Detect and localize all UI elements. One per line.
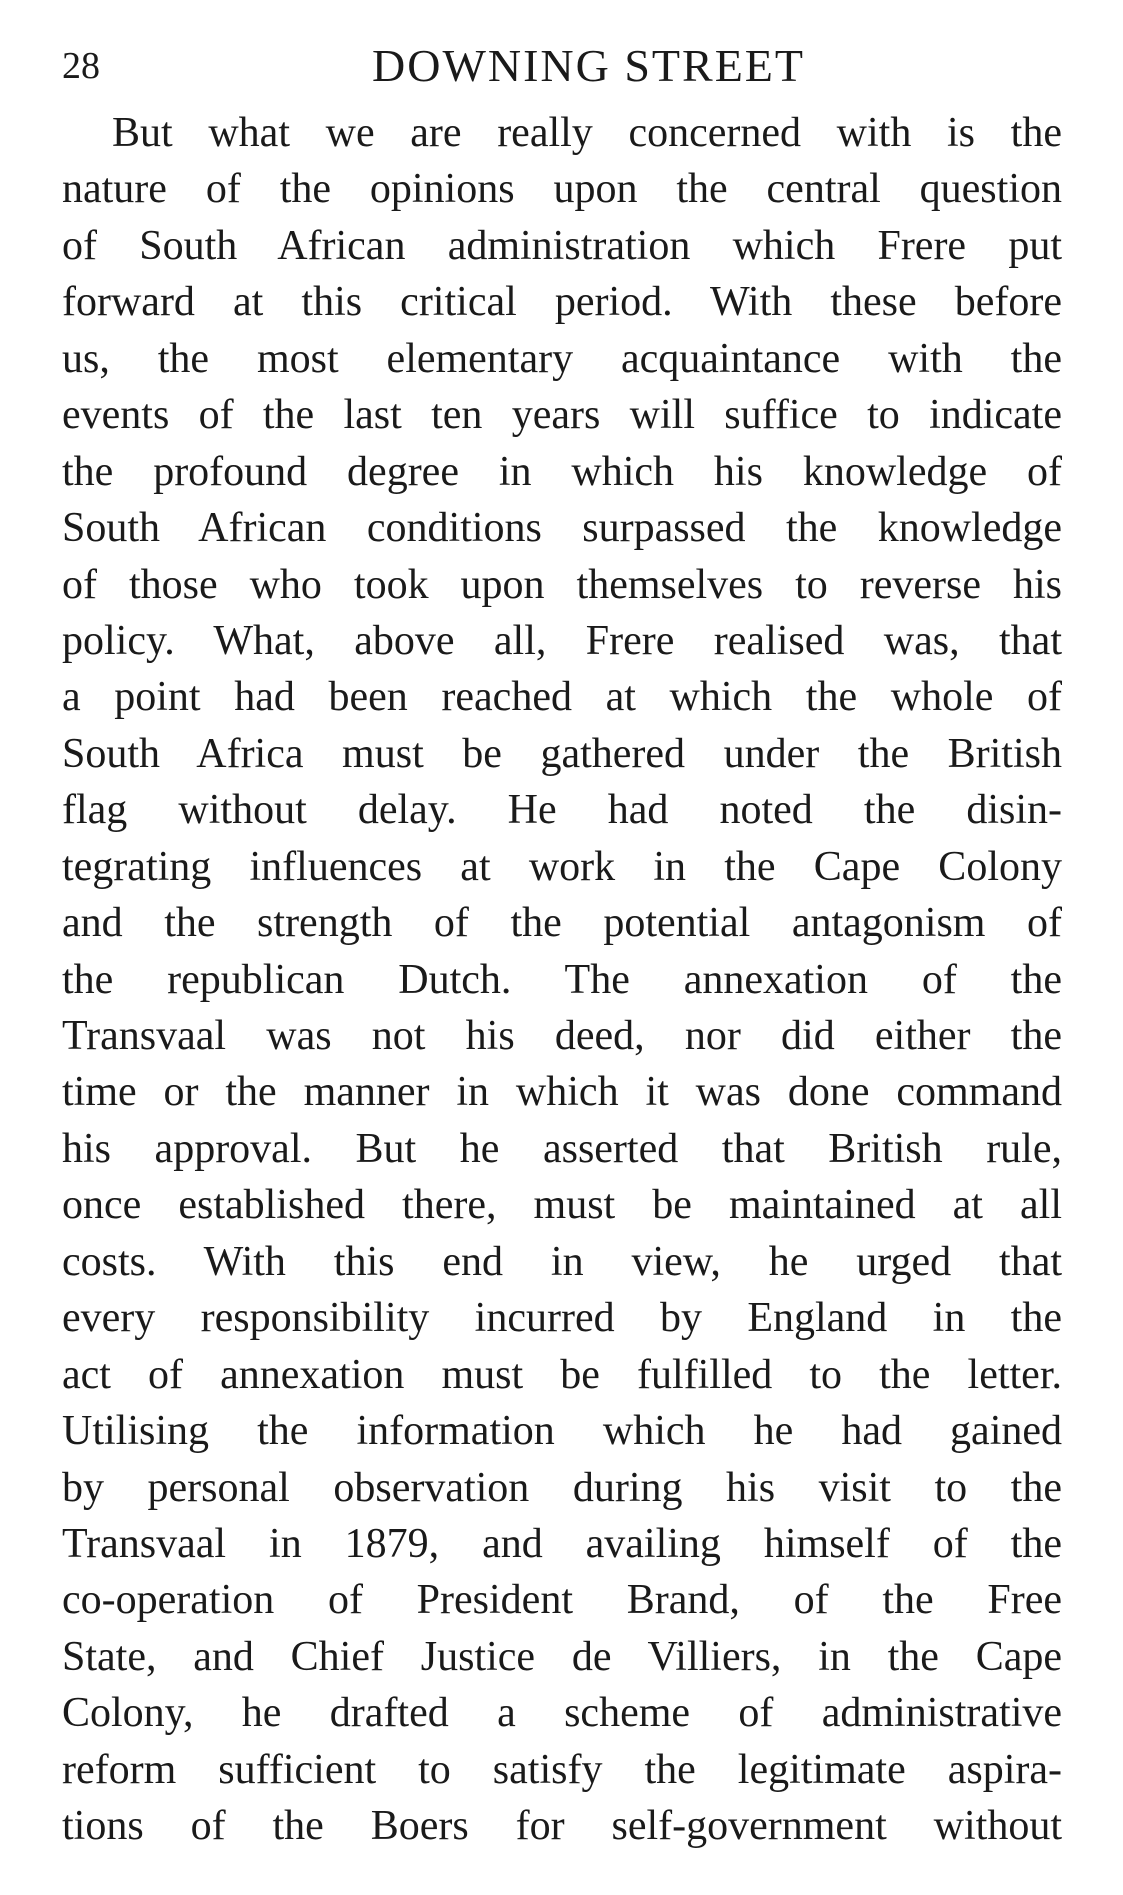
text-line: events of the last ten years will suffice to indicate [62, 392, 1062, 439]
text-line: act of annexation must be fulfilled to the letter. [62, 1351, 1062, 1398]
text-line: us, the most elementary acquaintance with the [62, 335, 1062, 382]
text-line: Colony, he drafted a scheme of administrative [62, 1690, 1062, 1737]
text-line: But what we are really concerned with is the [112, 110, 1062, 156]
text-line: the republican Dutch. The annexation of the [62, 956, 1062, 1003]
text-line: time or the manner in which it was done command [62, 1069, 1062, 1116]
page-number: 28 [62, 45, 100, 87]
text-line: once established there, must be maintained at all [62, 1182, 1062, 1229]
running-head: DOWNING STREET [372, 40, 805, 91]
text-line: a point had been reached at which the whole of [62, 674, 1062, 721]
text-line: Transvaal was not his deed, nor did either the [62, 1013, 1062, 1059]
text-line: tions of the Boers for self-government without [62, 1803, 1062, 1850]
text-line: costs. With this end in view, he urged that [62, 1238, 1062, 1285]
text-line: co-operation of President Brand, of the Free [62, 1577, 1062, 1624]
text-line: by personal observation during his visit to the [62, 1464, 1062, 1511]
text-line: of those who took upon themselves to reverse his [62, 561, 1062, 608]
text-line: the profound degree in which his knowledge of [62, 448, 1062, 495]
text-line: his approval. But he asserted that British rule, [62, 1125, 1062, 1172]
text-line: Transvaal in 1879, and availing himself of the [62, 1520, 1062, 1567]
text-line: nature of the opinions upon the central question [62, 166, 1062, 213]
text-line: State, and Chief Justice de Villiers, in the Cape [62, 1633, 1062, 1680]
text-line: tegrating influences at work in the Cape Colony [62, 843, 1062, 890]
text-line: of South African administration which Frere put [62, 222, 1062, 269]
text-line: forward at this critical period. With these before [62, 279, 1062, 326]
text-line: every responsibility incurred by England in the [62, 1295, 1062, 1342]
text-line: policy. What, above all, Frere realised was, that [62, 617, 1062, 664]
text-line: Utilising the information which he had gained [62, 1408, 1062, 1455]
text-line: reform sufficient to satisfy the legitimate aspira- [62, 1746, 1062, 1793]
text-line: South Africa must be gathered under the British [62, 730, 1062, 777]
page-header [62, 36, 1062, 96]
body-paragraph [62, 105, 1062, 1855]
text-line: flag without delay. He had noted the disin- [62, 787, 1062, 834]
text-line: South African conditions surpassed the knowledge [62, 505, 1062, 552]
text-line: and the strength of the potential antagonism of [62, 900, 1062, 947]
